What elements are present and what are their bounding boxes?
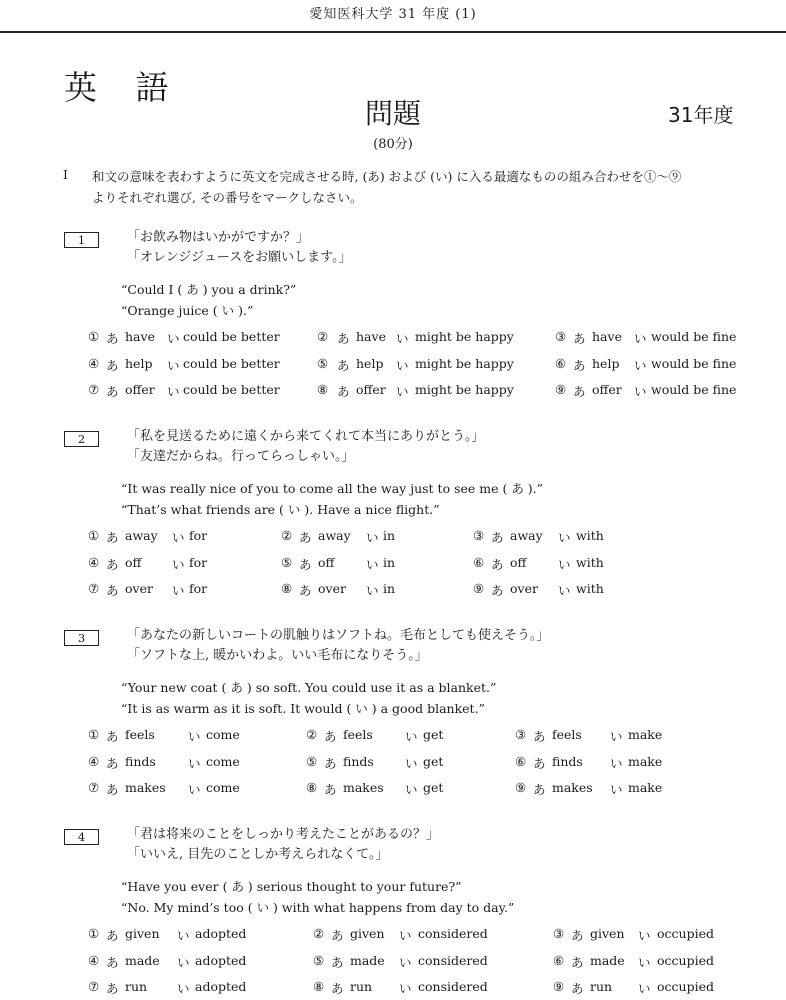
choice-i-label: い xyxy=(366,556,379,572)
choice-i-value: get xyxy=(423,753,444,769)
choice-i-value: might be happy xyxy=(415,382,514,397)
choice-i-label: い xyxy=(396,384,409,399)
choice-number: ⑨ xyxy=(473,581,485,596)
choice-i-value: for xyxy=(189,528,208,543)
choice-number: ④ xyxy=(88,753,100,769)
choice-number: ④ xyxy=(88,554,100,570)
choice-a-value: off xyxy=(125,554,142,570)
choice-i-value: for xyxy=(189,554,208,570)
choice-a-value: given xyxy=(125,926,160,941)
choice-a-label: あ xyxy=(106,384,119,399)
choice-a-value: away xyxy=(318,528,351,543)
choice-a-value: have xyxy=(356,329,386,344)
japanese-line: 「オレンジジュースをお願いします。」 xyxy=(127,250,352,265)
choice-a-label: あ xyxy=(106,981,119,996)
choice-a-label: あ xyxy=(491,556,504,572)
choice-a-value: offer xyxy=(125,382,155,397)
choice-i-value: occupied xyxy=(657,979,714,994)
choice-a-value: makes xyxy=(552,780,593,795)
choice-a-label: あ xyxy=(106,928,119,943)
exam-year: 31年度 xyxy=(668,103,734,127)
choice-a-label: あ xyxy=(533,755,546,771)
choice-i-value: considered xyxy=(418,926,488,941)
choice-i-label: い xyxy=(172,530,185,545)
section-instruction xyxy=(92,166,681,208)
choice-a-value: over xyxy=(510,581,538,596)
choice-a-value: feels xyxy=(552,727,582,742)
choice-number: ⑧ xyxy=(281,581,293,596)
english-line: “It was really nice of you to come all the way just to see me ( あ ).” xyxy=(121,481,544,496)
japanese-line: 「友達だからね。行ってらっしゃい。」 xyxy=(127,449,355,464)
choice-i-label: い xyxy=(405,755,418,771)
japanese-line: 「あなたの新しいコートの肌触りはソフトね。毛布としても使えそう。」 xyxy=(127,628,550,643)
choice-i-label: い xyxy=(638,928,651,943)
choice-a-label: あ xyxy=(106,530,119,545)
choice-i-value: occupied xyxy=(657,926,714,941)
choice-i-value: come xyxy=(206,753,240,769)
choice-a-label: あ xyxy=(533,729,546,744)
choice-a-label: あ xyxy=(571,954,584,970)
question-number-box: 1 xyxy=(64,232,99,248)
choice-a-value: given xyxy=(590,926,625,941)
choice-i-label: い xyxy=(167,357,180,373)
choice-i-label: い xyxy=(610,729,623,744)
choice-i-value: could be better xyxy=(183,355,280,371)
choice-a-label: あ xyxy=(573,384,586,399)
choice-a-value: run xyxy=(350,979,373,994)
choice-i-label: い xyxy=(638,981,651,996)
choice-number: ③ xyxy=(515,727,527,742)
choice-a-value: off xyxy=(510,554,527,570)
choice-a-value: run xyxy=(125,979,148,994)
choice-i-label: い xyxy=(167,384,180,399)
choice-a-label: あ xyxy=(106,583,119,598)
english-line: “Could I ( あ ) you a drink?” xyxy=(121,282,297,297)
choice-a-label: あ xyxy=(106,755,119,771)
choice-a-label: あ xyxy=(106,331,119,346)
english-line: “Have you ever ( あ ) serious thought to your future?” xyxy=(121,879,462,894)
choice-number: ① xyxy=(88,528,100,543)
choice-i-value: could be better xyxy=(183,382,280,397)
choice-a-label: あ xyxy=(106,782,119,797)
choice-i-value: come xyxy=(206,727,240,742)
choice-i-value: with xyxy=(576,554,604,570)
choice-a-value: makes xyxy=(125,780,166,795)
choice-a-value: away xyxy=(125,528,158,543)
choice-i-value: for xyxy=(189,581,208,596)
choice-i-label: い xyxy=(634,357,647,373)
choice-i-label: い xyxy=(188,755,201,771)
choice-a-label: あ xyxy=(106,357,119,373)
choice-a-label: あ xyxy=(299,583,312,598)
choice-a-label: あ xyxy=(573,357,586,373)
choice-number: ⑤ xyxy=(313,952,325,968)
choice-number: ② xyxy=(306,727,318,742)
choice-a-label: あ xyxy=(331,928,344,943)
choice-number: ② xyxy=(313,926,325,941)
choice-i-value: considered xyxy=(418,979,488,994)
choice-number: ⑧ xyxy=(317,382,329,397)
choice-i-value: might be happy xyxy=(415,329,514,344)
choice-a-value: given xyxy=(350,926,385,941)
choice-number: ⑤ xyxy=(281,554,293,570)
japanese-line: 「君は将来のことをしっかり考えたことがあるの？」 xyxy=(127,827,440,842)
choice-number: ⑥ xyxy=(555,355,567,371)
choice-number: ② xyxy=(281,528,293,543)
choice-a-value: over xyxy=(125,581,153,596)
choice-a-value: off xyxy=(318,554,335,570)
english-line: “It is as warm as it is soft. It would ( い ) a good blanket.” xyxy=(121,701,485,716)
choice-number: ⑦ xyxy=(88,979,100,994)
choice-number: ⑤ xyxy=(306,753,318,769)
english-line: “That’s what friends are ( い ). Have a nice flight.” xyxy=(121,502,440,517)
choice-a-label: あ xyxy=(324,755,337,771)
choice-i-value: make xyxy=(628,753,663,769)
choice-i-value: get xyxy=(423,727,444,742)
section-number: I xyxy=(63,167,68,182)
choice-i-value: adopted xyxy=(195,926,247,941)
choice-i-value: in xyxy=(383,554,396,570)
choice-a-value: run xyxy=(590,979,613,994)
japanese-line: 「お飲み物はいかがですか？」 xyxy=(127,230,310,245)
page-header: 愛知医科大学 31 年度 (1) xyxy=(309,7,477,22)
choice-i-label: い xyxy=(177,928,190,943)
choice-a-label: あ xyxy=(331,954,344,970)
choice-a-label: あ xyxy=(337,384,350,399)
choice-i-label: い xyxy=(558,556,571,572)
choice-a-value: help xyxy=(125,355,153,371)
choice-i-value: in xyxy=(383,528,396,543)
choice-i-label: い xyxy=(634,331,647,346)
choice-i-label: い xyxy=(405,782,418,797)
english-line: “Orange juice ( い ).” xyxy=(121,303,254,318)
choice-i-value: considered xyxy=(418,952,488,968)
choice-a-label: あ xyxy=(324,782,337,797)
choice-a-label: あ xyxy=(533,782,546,797)
choice-i-label: い xyxy=(396,357,409,373)
choice-number: ⑥ xyxy=(553,952,565,968)
choice-number: ① xyxy=(88,727,100,742)
choice-i-label: い xyxy=(399,928,412,943)
choice-a-value: finds xyxy=(125,753,156,769)
choice-a-value: over xyxy=(318,581,346,596)
choice-a-value: made xyxy=(125,952,160,968)
choice-i-label: い xyxy=(399,954,412,970)
choice-a-value: feels xyxy=(343,727,373,742)
choice-number: ⑤ xyxy=(317,355,329,371)
question-number-box: 2 xyxy=(64,431,99,447)
choice-a-label: あ xyxy=(571,981,584,996)
choice-a-value: away xyxy=(510,528,543,543)
choice-i-value: get xyxy=(423,780,444,795)
choice-a-label: あ xyxy=(491,583,504,598)
question-number-box: 4 xyxy=(64,829,99,845)
choice-i-value: would be fine xyxy=(651,329,737,344)
choice-i-value: come xyxy=(206,780,240,795)
choice-a-label: あ xyxy=(299,556,312,572)
choice-a-value: offer xyxy=(592,382,622,397)
choice-i-value: with xyxy=(576,581,604,596)
choice-a-label: あ xyxy=(106,556,119,572)
choice-i-label: い xyxy=(610,755,623,771)
choice-i-value: with xyxy=(576,528,604,543)
english-line: “Your new coat ( あ ) so soft. You could use it as a blanket.” xyxy=(121,680,497,695)
choice-number: ③ xyxy=(555,329,567,344)
choice-a-label: あ xyxy=(299,530,312,545)
choice-a-label: あ xyxy=(331,981,344,996)
choice-i-label: い xyxy=(177,981,190,996)
choice-a-label: あ xyxy=(491,530,504,545)
subject-title: 英 語 xyxy=(64,68,183,107)
choice-a-value: finds xyxy=(552,753,583,769)
choice-number: ⑨ xyxy=(555,382,567,397)
choice-i-value: occupied xyxy=(657,952,714,968)
choice-a-value: made xyxy=(590,952,625,968)
choice-i-label: い xyxy=(188,782,201,797)
choice-number: ④ xyxy=(88,952,100,968)
choice-a-label: あ xyxy=(106,954,119,970)
japanese-line: 「私を見送るために遠くから来てくれて本当にありがとう。」 xyxy=(127,429,485,444)
choice-a-label: あ xyxy=(337,357,350,373)
choice-i-label: い xyxy=(172,583,185,598)
choice-a-label: あ xyxy=(337,331,350,346)
choice-a-value: makes xyxy=(343,780,384,795)
choice-i-value: would be fine xyxy=(651,355,737,371)
choice-i-value: could be better xyxy=(183,329,280,344)
choice-number: ⑧ xyxy=(313,979,325,994)
choice-a-value: made xyxy=(350,952,385,968)
choice-number: ⑨ xyxy=(553,979,565,994)
choice-a-label: あ xyxy=(324,729,337,744)
choice-i-label: い xyxy=(167,331,180,346)
choice-a-value: feels xyxy=(125,727,155,742)
choice-i-label: い xyxy=(634,384,647,399)
choice-i-label: い xyxy=(558,583,571,598)
choice-i-value: in xyxy=(383,581,396,596)
choice-i-value: adopted xyxy=(195,979,247,994)
time-limit: (80分) xyxy=(373,137,413,152)
japanese-line: 「ソフトな上, 暖かいわよ。いい毛布になりそう。」 xyxy=(127,648,428,663)
choice-number: ③ xyxy=(473,528,485,543)
choice-i-label: い xyxy=(558,530,571,545)
english-line: “No. My mind’s too ( い ) with what happens from day to day.” xyxy=(121,900,515,915)
choice-a-label: あ xyxy=(571,928,584,943)
choice-number: ⑥ xyxy=(473,554,485,570)
choice-i-value: would be fine xyxy=(651,382,737,397)
choice-a-label: あ xyxy=(573,331,586,346)
page-title: 問題 xyxy=(364,97,421,130)
instruction-line: 和文の意味を表わすように英文を完成させる時, (あ) および (い) に入る最適なものの組み合わせを①〜⑨ xyxy=(92,169,682,184)
choice-number: ① xyxy=(88,926,100,941)
choice-a-label: あ xyxy=(106,729,119,744)
choice-number: ④ xyxy=(88,355,100,371)
choice-a-value: help xyxy=(592,355,620,371)
choice-i-label: い xyxy=(188,729,201,744)
choice-a-value: help xyxy=(356,355,384,371)
choice-i-label: い xyxy=(177,954,190,970)
choice-i-label: い xyxy=(366,530,379,545)
choice-number: ① xyxy=(88,329,100,344)
choice-i-label: い xyxy=(399,981,412,996)
choice-a-value: offer xyxy=(356,382,386,397)
choice-i-value: make xyxy=(628,780,663,795)
choice-number: ② xyxy=(317,329,329,344)
choice-i-label: い xyxy=(610,782,623,797)
choice-number: ⑨ xyxy=(515,780,527,795)
choice-i-label: い xyxy=(172,556,185,572)
header-rule xyxy=(0,31,786,33)
choice-i-value: adopted xyxy=(195,952,247,968)
choice-i-label: い xyxy=(405,729,418,744)
choice-number: ⑦ xyxy=(88,382,100,397)
choice-i-label: い xyxy=(396,331,409,346)
choice-i-value: make xyxy=(628,727,663,742)
japanese-line: 「いいえ, 目先のことしか考えられなくて。」 xyxy=(127,847,389,862)
question-number-box: 3 xyxy=(64,630,99,646)
choice-number: ⑦ xyxy=(88,780,100,795)
choice-number: ⑥ xyxy=(515,753,527,769)
choice-i-value: might be happy xyxy=(415,355,514,371)
choice-number: ⑧ xyxy=(306,780,318,795)
choice-a-value: finds xyxy=(343,753,374,769)
choice-a-value: have xyxy=(592,329,622,344)
choice-number: ⑦ xyxy=(88,581,100,596)
instruction-line: よりそれぞれ選び, その番号をマークしなさい。 xyxy=(92,190,363,205)
choice-a-value: have xyxy=(125,329,155,344)
choice-i-label: い xyxy=(638,954,651,970)
choice-i-label: い xyxy=(366,583,379,598)
choice-number: ③ xyxy=(553,926,565,941)
